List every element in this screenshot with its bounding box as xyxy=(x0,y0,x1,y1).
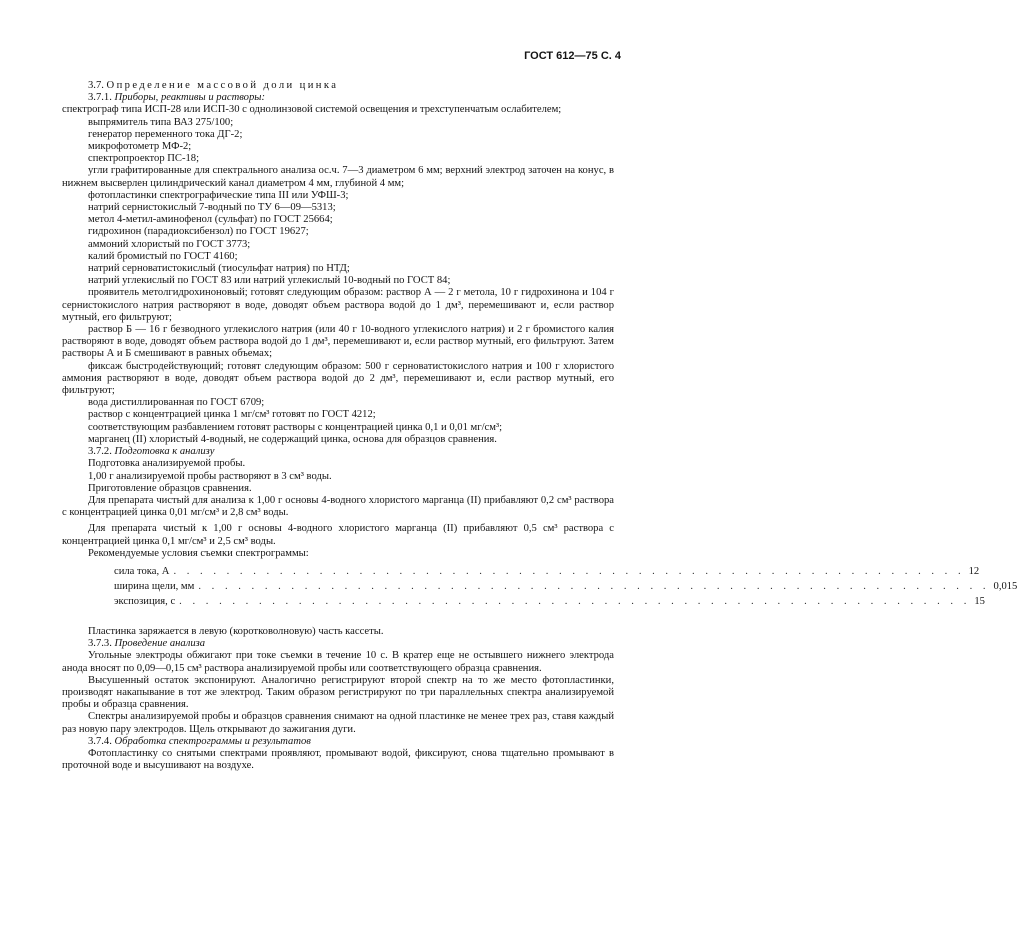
text-line: гидрохинон (парадиоксибензол) по ГОСТ 19627; xyxy=(88,226,309,238)
subsection-title: Приборы, реактивы и растворы: xyxy=(114,92,265,104)
subsection-number: 3.7.4. xyxy=(88,735,115,747)
subsection-heading xyxy=(62,638,614,650)
conditions-list xyxy=(62,565,1017,611)
subsection-title: Проведение анализа xyxy=(114,638,206,650)
condition-row xyxy=(62,580,1017,596)
subsection-number: 3.7.1. xyxy=(88,92,115,104)
condition-label: экспозиция, с xyxy=(114,595,176,607)
text-line: Рекомендуемые условия съемки спектрограммы: xyxy=(88,547,309,559)
text-paragraph: раствор Б — 16 г безводного углекислого натрия (или 40 г 10-водного углекислого натрия) и 2 г бромистого калия растворяют в воде, доводят объем раствора водой до 1 дм³, перемешивают и, если раствор мутный, его фильтруют. Затем растворы А и Б смешивают в равных объемах; xyxy=(62,324,614,360)
text-paragraph: Спектры анализируемой пробы и образцов сравнения снимают на одной пластинке не менее трех раз, ставя каждый раз новую пару электродов. Щель открывают до зажигания дуги. xyxy=(62,711,614,735)
text-line: спектропроектор ПС-18; xyxy=(88,153,200,165)
text-line: спектрограф типа ИСП-28 или ИСП-30 с однолинзовой системой освещения и трехступенчатым ослабителем; xyxy=(62,104,562,116)
subsection-title: Подготовка к анализу xyxy=(114,446,215,458)
leader-dots: . . . . . . . . . . . . . . . . . . . . . . . . . . . . . . . . . . . . . . . . . . . . . . . . . . . . . . . . . . . . xyxy=(198,580,990,592)
text-line: натрий углекислый по ГОСТ 83 или натрий углекислый 10-водный по ГОСТ 84; xyxy=(88,275,451,287)
text-paragraph: Для препарата чистый к 1,00 г основы 4-водного хлористого марганца (II) прибавляют 0,5 см³ раствора с концентрацией цинка 0,1 мг/см³ и 2,5 см³ воды. xyxy=(62,523,614,547)
condition-value: 15 xyxy=(974,595,985,607)
text-line: раствор с концентрацией цинка 1 мг/см³ готовят по ГОСТ 4212; xyxy=(88,409,376,421)
section-heading xyxy=(62,80,614,92)
text-line: калий бромистый по ГОСТ 4160; xyxy=(88,250,238,262)
document-body xyxy=(62,80,1017,772)
leader-dots: . . . . . . . . . . . . . . . . . . . . . . . . . . . . . . . . . . . . . . . . . . . . . . . . . . . . . . . . . . . . xyxy=(173,565,965,577)
subsection-number: 3.7.3. xyxy=(88,638,115,650)
subsection-title: Обработка спектрограммы и результатов xyxy=(114,735,311,747)
page-header: ГОСТ 612—75 С. 4 xyxy=(524,50,621,62)
text-paragraph: Высушенный остаток экспонируют. Аналогично регистрируют второй спектр на то же место фотопластинки, производят накапывание в тот же электрод. Таким образом регистрируют по три параллельных спектра анализируемой пробы и образца сравнения. xyxy=(62,674,614,711)
text-paragraph: проявитель метолгидрохиноновый; готовят следующим образом: раствор А — 2 г метола, 10 г гидрохинона и 104 г сернистокислого натрия растворяют в воде, доводят объем раствора водой до 1 дм³, перемешивают и, если раствор мутный, его фильтруют; xyxy=(62,287,614,323)
subsection-number: 3.7.2. xyxy=(88,446,115,458)
leader-dots: . . . . . . . . . . . . . . . . . . . . . . . . . . . . . . . . . . . . . . . . . . . . . . . . . . . . . . . . . . . . xyxy=(179,595,971,607)
section-title: Определение массовой доли цинка xyxy=(106,80,339,91)
text-line: Приготовление образцов сравнения. xyxy=(88,482,252,494)
text-line: соответствующим разбавлением готовят растворы с концентрацией цинка 0,1 и 0,01 мг/см³; xyxy=(88,421,503,433)
section-number: 3.7. xyxy=(88,80,107,91)
text-paragraph: Для препарата чистый для анализа к 1,00 г основы 4-водного хлористого марганца (II) прибавляют 0,2 см³ раствора с концентрацией цинка 0,01 мг/см³ и 2,8 см³ воды. xyxy=(62,494,614,519)
text-line: генератор переменного тока ДГ-2; xyxy=(88,128,243,140)
condition-label: сила тока, А xyxy=(114,565,170,577)
text-line: угли графитированные для спектрального анализа ос.ч. 7—3 диаметром 6 мм; верхний электрод заточен на конус, в нижнем высверлен цилиндрический канал диаметром 4 мм, глубиной 4 мм; xyxy=(62,165,614,189)
text-line: 1,00 г анализируемой пробы растворяют в 3 см³ воды. xyxy=(88,470,332,482)
text-paragraph: фиксаж быстродействующий; готовят следующим образом: 500 г серноватистокислого натрия и 100 г хлористого аммония растворяют в воде, доводят объем раствора водой до 2 дм³, перемешивают и, если раствор мутный, его фильтруют; xyxy=(62,360,614,397)
subsection-heading xyxy=(62,446,614,458)
condition-label: ширина щели, мм xyxy=(114,580,195,592)
text-line: марганец (II) хлористый 4-водный, не содержащий цинка, основа для образцов сравнения. xyxy=(88,433,497,445)
condition-row xyxy=(62,595,985,611)
subsection-heading xyxy=(62,92,614,104)
subsection-heading xyxy=(62,736,614,748)
condition-value: 12 xyxy=(968,565,980,577)
text-line: выпрямитель типа ВАЗ 275/100; xyxy=(88,116,234,128)
condition-row xyxy=(62,565,980,581)
text-paragraph: Фотопластинку со снятыми спектрами проявляют, промывают водой, фиксируют, снова тщательно промывают в проточной воде и высушивают на воздухе. xyxy=(62,747,614,772)
text-line: вода дистиллированная по ГОСТ 6709; xyxy=(88,397,265,409)
text-line: метол 4-метил-аминофенол (сульфат) по ГОСТ 25664; xyxy=(88,214,333,226)
text-line: Подготовка анализируемой пробы. xyxy=(88,458,246,470)
condition-value: 0,015 xyxy=(993,580,1017,592)
text-line: натрий сернистокислый 7-водный по ТУ 6—09—5313; xyxy=(88,202,336,214)
text-line: натрий серноватистокислый (тиосульфат натрия) по НТД; xyxy=(88,263,350,275)
text-paragraph: Угольные электроды обжигают при токе съемки в течение 10 с. В кратер еще не остывшего нижнего электрода анода вносят по 0,09—0,15 см³ раствора анализируемой пробы или соответствующего образца сравнения. xyxy=(62,650,614,674)
text-line: микрофотометр МФ-2; xyxy=(88,141,192,153)
text-line: Пластинка заряжается в левую (коротковолновую) часть кассеты. xyxy=(88,625,384,637)
text-line: аммоний хлористый по ГОСТ 3773; xyxy=(88,238,251,250)
text-line: фотопластинки спектрографические типа III или УФШ-3; xyxy=(88,189,349,201)
